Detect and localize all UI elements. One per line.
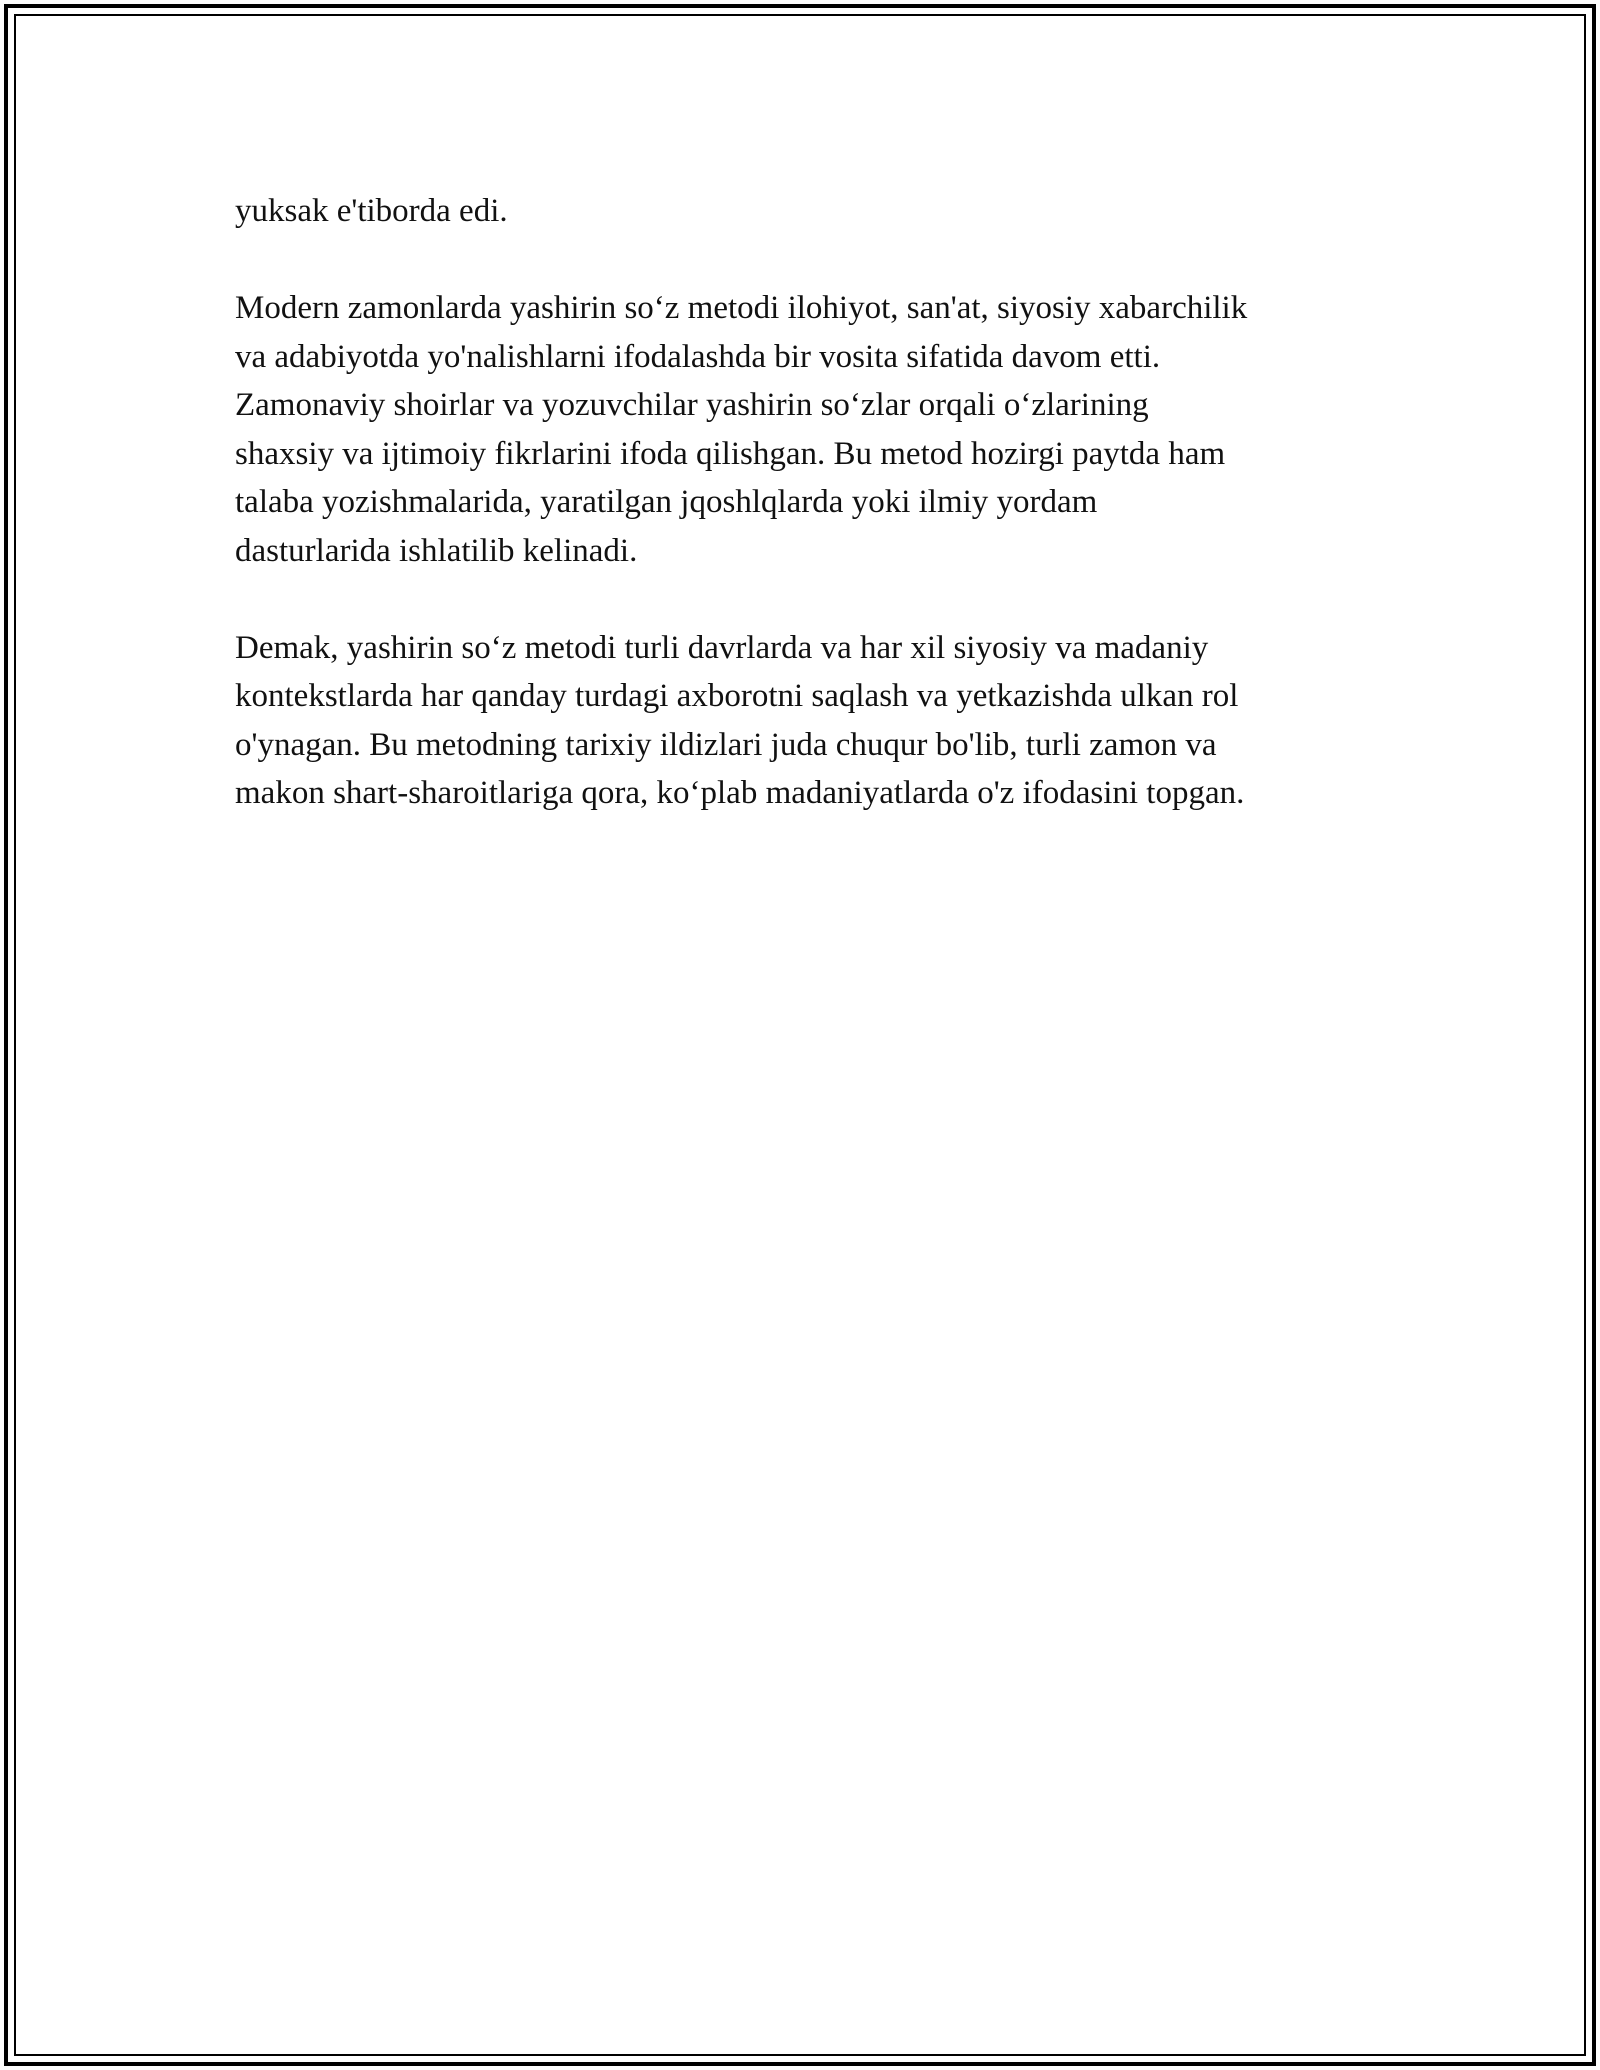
paragraph-modern-times: Modern zamonlarda yashirin so‘z metodi ilohiyot, san'at, siyosiy xabarchilik va adabiyotda yo'nalishlarni ifodalashda bir vosita sifatida davom etti. Zamonaviy shoirlar va yozuvchilar yashirin so‘zlar orqali o‘zlarining shaxsiy va ijtimoiy fikrlarini ifoda qilishgan. Bu metod hozirgi paytda ham talaba yozishmalarida, yaratilgan jqoshlqlarda yoki ilmiy yordam dasturlarida ishlatilib kelinadi. — [235, 290, 1248, 569]
paragraph-continuation: yuksak e'tiborda edi. — [235, 193, 508, 229]
paragraph-conclusion: Demak, yashirin so‘z metodi turli davrlarda va har xil siyosiy va madaniy kontekstlarda har qanday turdagi axborotni saqlash va yetkazishda ulkan rol o'ynagan. Bu metodning tarixiy ildizlari juda chuqur bo'lib, turli zamon va makon shart-sharoitlariga qora, ko‘plab madaniyatlarda o'z ifodasini topgan. — [235, 629, 1245, 811]
document-body — [235, 187, 1375, 866]
